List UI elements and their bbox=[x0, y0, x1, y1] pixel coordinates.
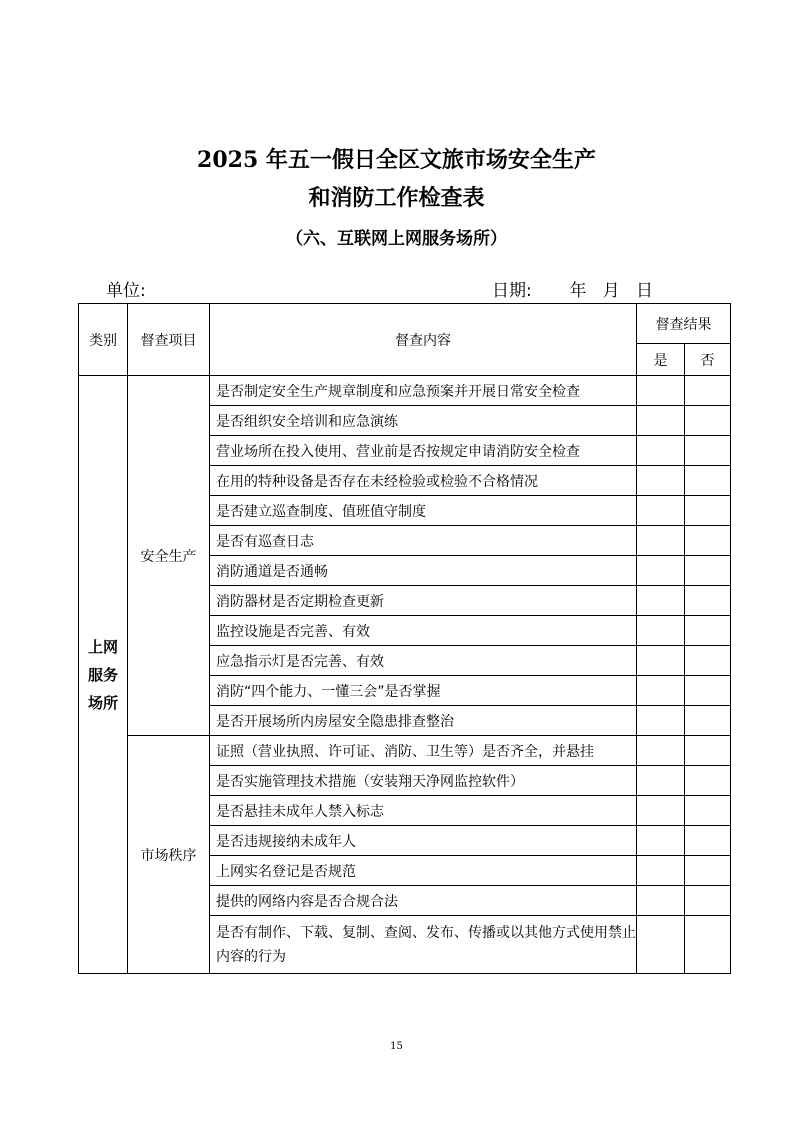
result-no-cell[interactable] bbox=[685, 406, 731, 436]
result-yes-cell[interactable] bbox=[637, 556, 685, 586]
header-yes: 是 bbox=[637, 344, 685, 376]
content-cell: 消防“四个能力、一懂三会”是否掌握 bbox=[210, 676, 637, 706]
content-cell: 上网实名登记是否规范 bbox=[210, 856, 637, 886]
table-row bbox=[79, 736, 731, 766]
page-number: 15 bbox=[390, 1041, 403, 1052]
result-no-cell[interactable] bbox=[685, 496, 731, 526]
content-cell: 在用的特种设备是否存在未经检验或检验不合格情况 bbox=[210, 466, 637, 496]
content-cell: 是否组织安全培训和应急演练 bbox=[210, 406, 637, 436]
project-cell: 安全生产 bbox=[128, 376, 210, 736]
result-yes-cell[interactable] bbox=[637, 856, 685, 886]
result-no-cell[interactable] bbox=[685, 436, 731, 466]
result-no-cell[interactable] bbox=[685, 706, 731, 736]
content-cell: 消防通道是否通畅 bbox=[210, 556, 637, 586]
result-yes-cell[interactable] bbox=[637, 586, 685, 616]
document-subtitle: （六、互联网上网服务场所） bbox=[286, 229, 507, 249]
result-yes-cell[interactable] bbox=[637, 646, 685, 676]
content-cell: 是否实施管理技术措施（安装翔天净网监控软件） bbox=[210, 766, 637, 796]
content-cell: 是否违规接纳未成年人 bbox=[210, 826, 637, 856]
date-label: 日期: 年 月 日 bbox=[492, 281, 653, 301]
result-yes-cell[interactable] bbox=[637, 886, 685, 916]
content-cell: 是否悬挂未成年人禁入标志 bbox=[210, 796, 637, 826]
category-cell bbox=[79, 376, 128, 974]
result-no-cell[interactable] bbox=[685, 856, 731, 886]
header-result: 督查结果 bbox=[637, 304, 731, 344]
result-no-cell[interactable] bbox=[685, 556, 731, 586]
result-yes-cell[interactable] bbox=[637, 436, 685, 466]
result-no-cell[interactable] bbox=[685, 586, 731, 616]
result-no-cell[interactable] bbox=[685, 676, 731, 706]
result-no-cell[interactable] bbox=[685, 766, 731, 796]
result-yes-cell[interactable] bbox=[637, 706, 685, 736]
project-cell: 市场秩序 bbox=[128, 736, 210, 974]
content-cell: 应急指示灯是否完善、有效 bbox=[210, 646, 637, 676]
content-cell: 营业场所在投入使用、营业前是否按规定申请消防安全检查 bbox=[210, 436, 637, 466]
result-no-cell[interactable] bbox=[685, 376, 731, 406]
content-cell: 监控设施是否完善、有效 bbox=[210, 616, 637, 646]
table-row bbox=[79, 376, 731, 406]
content-cell: 是否有巡查日志 bbox=[210, 526, 637, 556]
result-no-cell[interactable] bbox=[685, 886, 731, 916]
result-no-cell[interactable] bbox=[685, 916, 731, 974]
content-cell: 是否建立巡查制度、值班值守制度 bbox=[210, 496, 637, 526]
result-yes-cell[interactable] bbox=[637, 766, 685, 796]
result-yes-cell[interactable] bbox=[637, 526, 685, 556]
result-no-cell[interactable] bbox=[685, 526, 731, 556]
result-no-cell[interactable] bbox=[685, 616, 731, 646]
result-no-cell[interactable] bbox=[685, 466, 731, 496]
result-no-cell[interactable] bbox=[685, 736, 731, 766]
document-title-line-1: 2025 年五一假日全区文旅市场安全生产 bbox=[197, 147, 596, 173]
content-cell: 证照（营业执照、许可证、消防、卫生等）是否齐全，并悬挂 bbox=[210, 736, 637, 766]
result-no-cell[interactable] bbox=[685, 796, 731, 826]
content-cell: 是否开展场所内房屋安全隐患排查整治 bbox=[210, 706, 637, 736]
content-cell: 提供的网络内容是否合规合法 bbox=[210, 886, 637, 916]
header-project: 督查项目 bbox=[128, 304, 210, 376]
content-cell: 是否有制作、下载、复制、查阅、发布、传播或以其他方式使用禁止内容的行为 bbox=[210, 916, 637, 974]
result-yes-cell[interactable] bbox=[637, 796, 685, 826]
result-yes-cell[interactable] bbox=[637, 466, 685, 496]
result-yes-cell[interactable] bbox=[637, 826, 685, 856]
category-label: 上网服务场所 bbox=[87, 637, 118, 712]
inspection-table bbox=[78, 303, 731, 974]
header-category: 类别 bbox=[79, 304, 128, 376]
header-content: 督查内容 bbox=[210, 304, 637, 376]
unit-label: 单位: bbox=[106, 281, 146, 301]
result-yes-cell[interactable] bbox=[637, 736, 685, 766]
result-no-cell[interactable] bbox=[685, 646, 731, 676]
result-yes-cell[interactable] bbox=[637, 916, 685, 974]
result-yes-cell[interactable] bbox=[637, 376, 685, 406]
result-no-cell[interactable] bbox=[685, 826, 731, 856]
result-yes-cell[interactable] bbox=[637, 406, 685, 436]
header-no: 否 bbox=[685, 344, 731, 376]
document-title-line-2: 和消防工作检查表 bbox=[308, 185, 485, 211]
result-yes-cell[interactable] bbox=[637, 496, 685, 526]
content-cell: 是否制定安全生产规章制度和应急预案并开展日常安全检查 bbox=[210, 376, 637, 406]
result-yes-cell[interactable] bbox=[637, 676, 685, 706]
result-yes-cell[interactable] bbox=[637, 616, 685, 646]
content-cell: 消防器材是否定期检查更新 bbox=[210, 586, 637, 616]
